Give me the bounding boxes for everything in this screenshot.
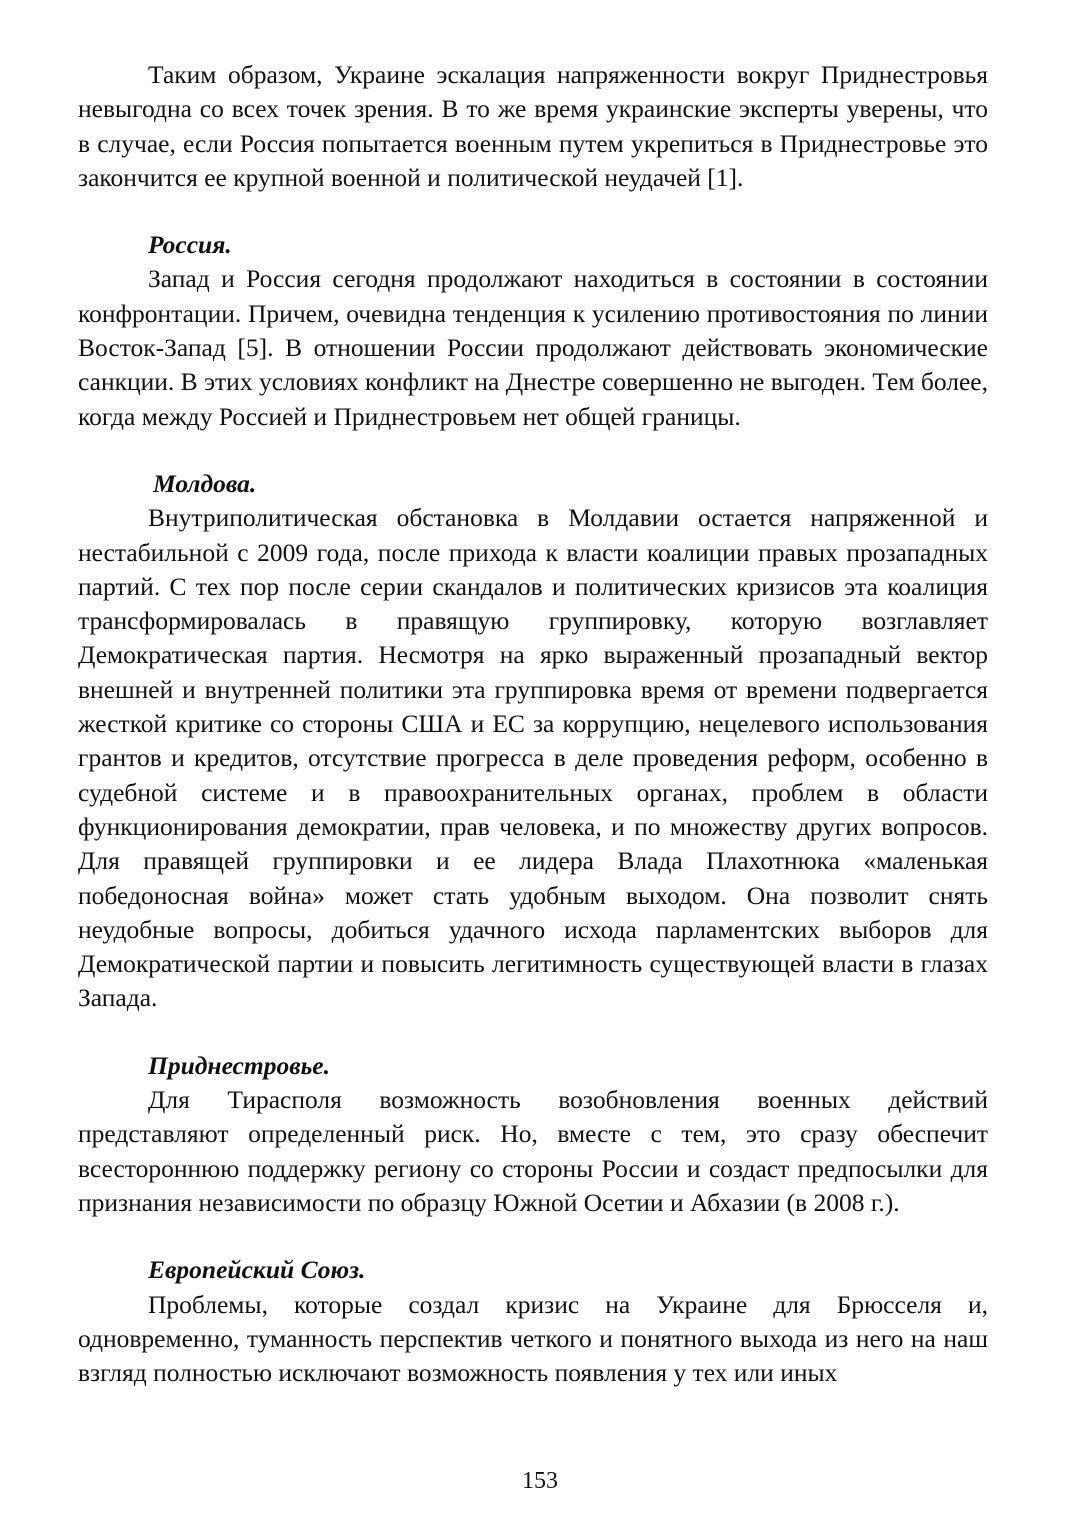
eu-paragraph: Проблемы, которые создал кризис на Украине для Брюсселя и, одновременно, туманность перспектив четкого и понятного выхода из него на наш взгляд полностью исключают возможность появления у тех или иных xyxy=(78,1289,988,1388)
russia-paragraph: Запад и Россия сегодня продолжают находиться в состоянии в состоянии конфронтации. Причем, очевидна тенденция к усилению противостояния по линии Восток-Запад [5]. В отношении России продолжают действовать экономические санкции. В этих условиях конфликт на Днестре совершенно не выгоден. Тем более, когда между Россией и Приднестровьем нет общей границы. xyxy=(78,264,988,431)
moldova-heading: Молдова. xyxy=(153,468,257,498)
transnistria-paragraph: Для Тирасполя возможность возобновления военных действий представляют определенный риск. Но, вместе с тем, это сразу обеспечит всестороннюю поддержку региону со стороны России и создаст предпосылки для признания независимости по образцу Южной Осетии и Абхазии (в 2008 г.). xyxy=(78,1085,988,1217)
transnistria-heading: Приднестровье. xyxy=(148,1050,330,1080)
eu-heading: Европейский Союз. xyxy=(148,1255,366,1285)
document-page xyxy=(78,58,988,1390)
intro-paragraph: Таким образом, Украине эскалация напряженности вокруг Приднестровья невыгодна со всех точек зрения. В то же время украинские эксперты уверены, что в случае, если Россия попытается военным путем укрепиться в Приднестровье это закончится ее крупной военной и политической неудачей [1]. xyxy=(78,60,988,192)
moldova-paragraph: Внутриполитическая обстановка в Молдавии остается напряженной и нестабильной с 2009 года, после прихода к власти коалиции правых прозападных партий. С тех пор после серии скандалов и политических кризисов эта коалиция трансформировалась в правящую группировку, которую возглавляет Демократическая партия. Несмотря на ярко выраженный прозападный вектор внешней и внутренней политики эта группировка время от времени подвергается жесткой критике со стороны США и ЕС за коррупцию, нецелевого использования грантов и кредитов, отсутствие прогресса в деле проведения реформ, особенно в судебной системе и в правоохранительных органах, проблем в области функционирования демократии, прав человека, и по множеству других вопросов. Для правящей группировки и ее лидера Влада Плахотнюка «маленькая победоносная война» может стать удобным выходом. Она позволит снять неудобные вопросы, добиться удачного исхода парламентских выборов для Демократической партии и повысить легитимность существующей власти в глазах Запада. xyxy=(78,503,988,1013)
page-number: 153 xyxy=(522,1468,558,1494)
russia-heading: Россия. xyxy=(148,230,232,260)
